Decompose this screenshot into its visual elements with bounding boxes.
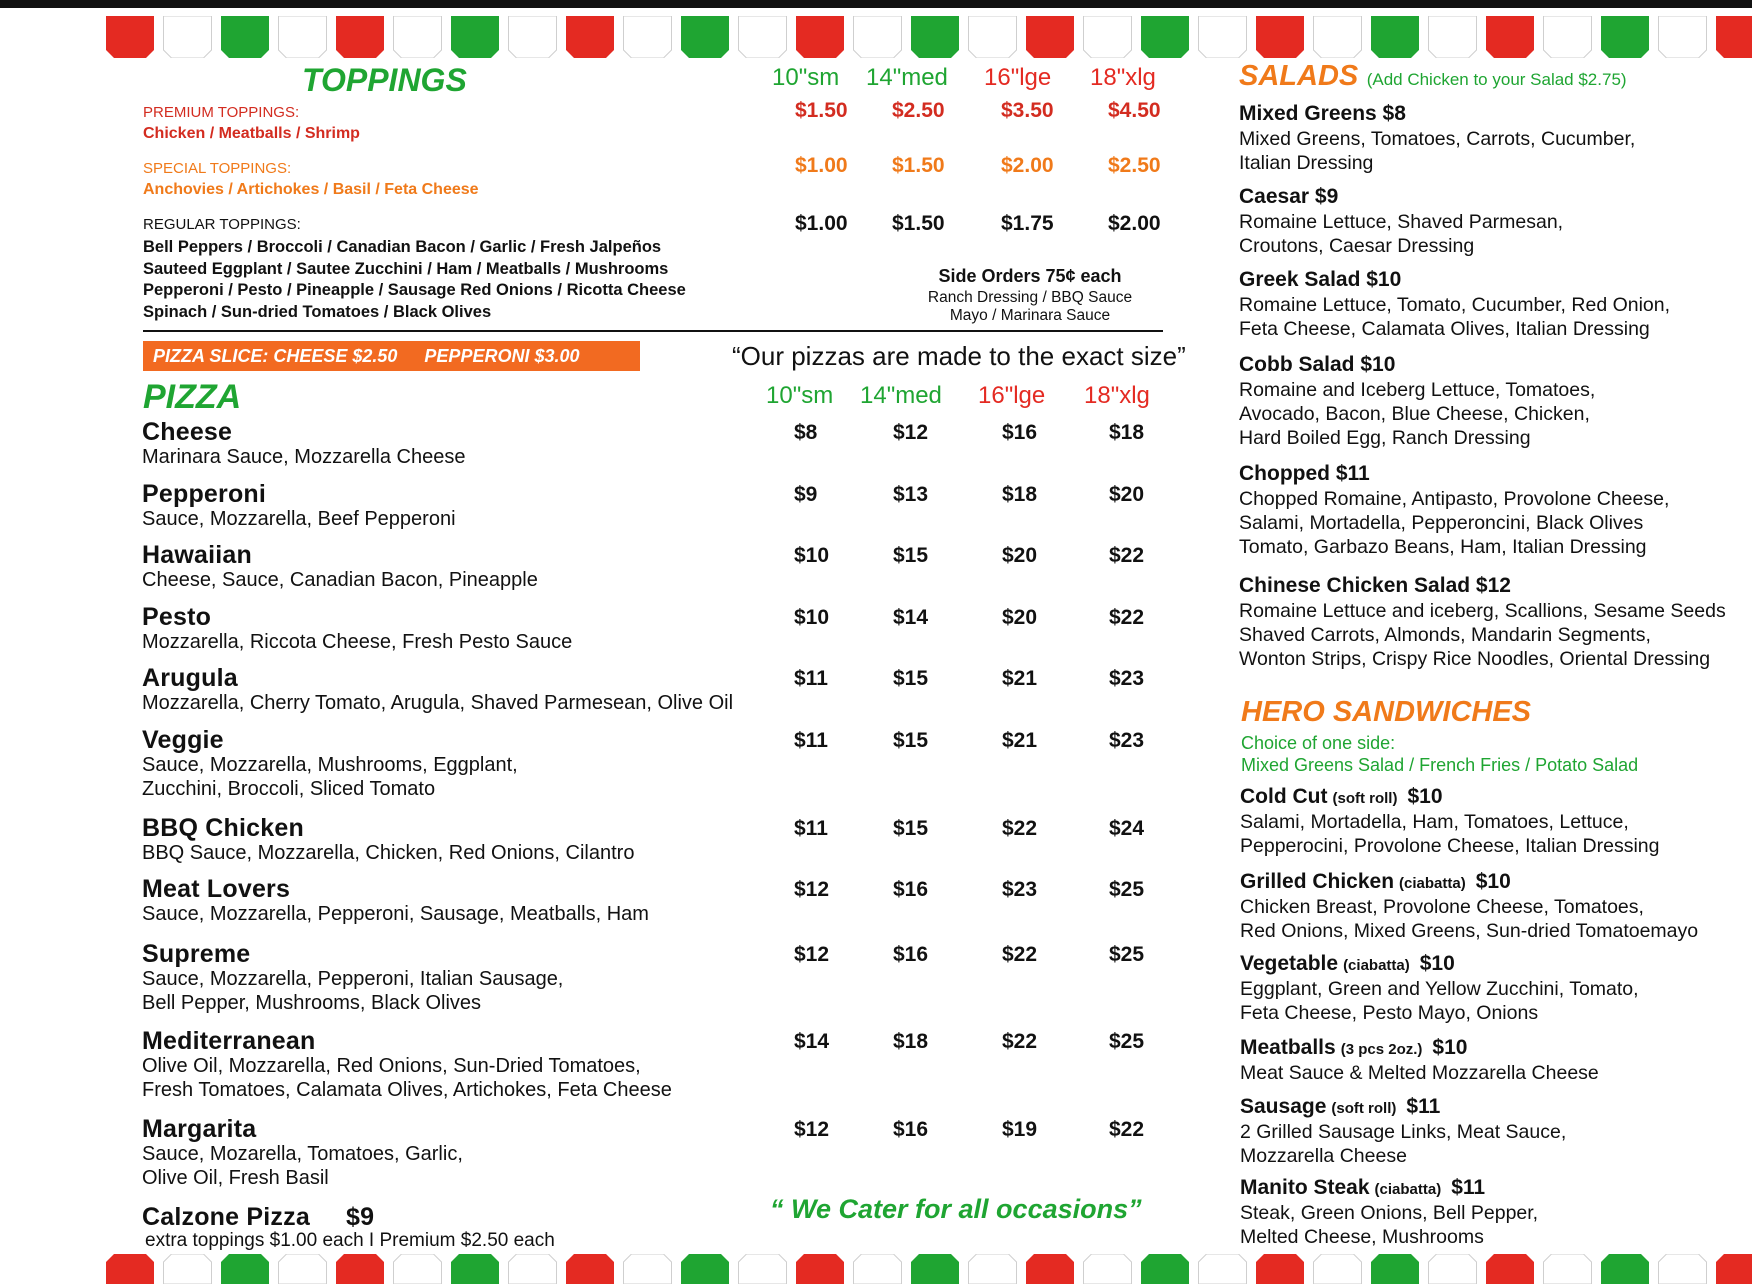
salads-subtitle: (Add Chicken to your Salad $2.75) (1366, 70, 1627, 89)
sandwich-price: $10 (1432, 1036, 1468, 1059)
toppings-title: TOPPINGS (302, 62, 467, 98)
sandwich-description: Eggplant, Green and Yellow Zucchini, Tomato, (1240, 978, 1639, 1000)
hero-title: HERO SANDWICHES (1241, 696, 1532, 728)
special-toppings-label: SPECIAL TOPPINGS: (143, 160, 292, 177)
special-toppings-items: Anchovies / Artichokes / Basil / Feta Cheese (143, 181, 479, 198)
price-cell: $1.75 (1001, 212, 1054, 235)
pizza-price: $18 (893, 1030, 929, 1053)
flag-shape (1026, 16, 1074, 58)
pizza-price: $22 (1002, 943, 1038, 966)
flag-shape (1084, 16, 1132, 58)
salad-name: Cobb Salad $10 (1239, 353, 1396, 376)
pizza-price: $12 (794, 878, 830, 901)
pizza-name: Pepperoni (142, 480, 267, 508)
sandwich-title (1240, 1036, 1467, 1060)
salad-description: Wonton Strips, Crispy Rice Noodles, Oriental Dressing (1239, 648, 1711, 670)
pizza-price: $22 (1109, 606, 1145, 629)
flag-shape (566, 1254, 614, 1284)
regular-toppings-line: Bell Peppers / Broccoli / Canadian Bacon / Garlic / Fresh Jalpeños (143, 238, 662, 256)
flag-shape (854, 16, 902, 58)
flag-shape (969, 16, 1017, 58)
regular-toppings-items (143, 237, 686, 323)
pizza-price: $16 (1002, 421, 1038, 444)
sandwich-description: Salami, Mortadella, Ham, Tomatoes, Lettuce, (1240, 811, 1629, 833)
sandwich-name: Cold Cut (1240, 785, 1328, 808)
flag-shape (1601, 16, 1649, 58)
pizza-description: Fresh Tomatoes, Calamata Olives, Artichokes, Feta Cheese (142, 1079, 672, 1101)
flag-shape (624, 16, 672, 58)
exact-size-tagline: “Our pizzas are made to the exact size” (732, 341, 1186, 371)
flag-shape (1601, 1254, 1649, 1284)
salad-name: Mixed Greens $8 (1239, 102, 1406, 125)
flag-border-bottom-shapes (106, 1254, 1752, 1284)
flag-shape (394, 16, 442, 58)
pizza-description: Sauce, Mozzarella, Pepperoni, Italian Sausage, (142, 968, 564, 990)
pizza-price: $20 (1002, 544, 1038, 567)
flag-shape (681, 1254, 729, 1284)
flag-shape (279, 16, 327, 58)
sandwich-description: 2 Grilled Sausage Links, Meat Sauce, (1240, 1121, 1567, 1143)
flag-shape (1199, 16, 1247, 58)
size-lge: 16"lge (978, 382, 1046, 409)
sandwich-bread: (ciabatta) (1374, 1181, 1442, 1198)
flag-shape (1084, 1254, 1132, 1284)
calzone-name: Calzone Pizza (142, 1203, 310, 1231)
hero-choice: Choice of one side: (1241, 733, 1396, 753)
pizza-description: Mozzarella, Riccota Cheese, Fresh Pesto Sauce (142, 631, 573, 653)
pizza-description: BBQ Sauce, Mozzarella, Chicken, Red Onions, Cilantro (142, 842, 635, 864)
premium-toppings-items: Chicken / Meatballs / Shrimp (143, 125, 360, 142)
flag-shape (681, 16, 729, 58)
pizza-description: Sauce, Mozarella, Tomatoes, Garlic, (142, 1143, 463, 1165)
size-xlg: 18"xlg (1084, 382, 1150, 409)
sandwich-name: Sausage (1240, 1095, 1327, 1118)
flag-shape (1141, 16, 1189, 58)
flag-shape (509, 16, 557, 58)
flag-shape (969, 1254, 1017, 1284)
pizza-price: $18 (1002, 483, 1038, 506)
flag-shape (1141, 1254, 1189, 1284)
sandwich-bread: (ciabatta) (1399, 875, 1466, 892)
pizza-description: Mozzarella, Cherry Tomato, Arugula, Shaved Parmesean, Olive Oil (142, 692, 734, 714)
sandwich-price: $10 (1475, 870, 1511, 893)
flag-shape (911, 1254, 959, 1284)
pizza-price: $23 (1002, 878, 1038, 901)
salad-description: Chopped Romaine, Antipasto, Provolone Cheese, (1239, 488, 1670, 510)
flag-border-top (106, 16, 1752, 58)
salad-description: Mixed Greens, Tomatoes, Carrots, Cucumber, (1239, 128, 1636, 150)
salad-description: Romaine and Iceberg Lettuce, Tomatoes, (1239, 379, 1596, 401)
price-cell: $1.50 (795, 99, 848, 122)
flag-shape (106, 1254, 154, 1284)
flag-shape (1371, 1254, 1419, 1284)
flag-shape (1544, 1254, 1592, 1284)
sandwich-price: $10 (1419, 952, 1455, 975)
regular-toppings-line: Pepperoni / Pesto / Pineapple / Sausage Red Onions / Ricotta Cheese (143, 281, 686, 299)
sandwich-title (1240, 870, 1511, 894)
flag-shape (1544, 16, 1592, 58)
sandwich-name: Meatballs (1240, 1036, 1336, 1059)
salad-name: Greek Salad $10 (1239, 268, 1402, 291)
flag-shape (1256, 16, 1304, 58)
pizza-price: $15 (893, 729, 929, 752)
flag-shape (1429, 1254, 1477, 1284)
flag-shape (796, 16, 844, 58)
sandwich-name: Manito Steak (1240, 1176, 1370, 1199)
salad-description: Shaved Carrots, Almonds, Mandarin Segments, (1239, 624, 1651, 646)
pizza-price: $15 (893, 817, 929, 840)
salad-name: Chopped $11 (1239, 462, 1370, 485)
pizza-price: $15 (893, 667, 929, 690)
flag-shape (1314, 16, 1362, 58)
sandwich-title (1240, 1176, 1485, 1200)
sandwich-description: Meat Sauce & Melted Mozzarella Cheese (1240, 1062, 1599, 1084)
flag-shape (336, 16, 384, 58)
flag-shape (1314, 1254, 1362, 1284)
top-edge (0, 0, 1752, 8)
pizza-price: $13 (893, 483, 929, 506)
price-cell: $2.50 (1108, 154, 1161, 177)
flag-shape (279, 1254, 327, 1284)
pizza-name: Meat Lovers (142, 875, 291, 903)
pizza-price: $20 (1002, 606, 1038, 629)
salad-description: Romaine Lettuce, Shaved Parmesan, (1239, 211, 1564, 233)
pizza-slice-banner (143, 341, 640, 371)
price-cell: $2.00 (1001, 154, 1054, 177)
pizza-slice-cheese: PIZZA SLICE: CHEESE $2.50 (153, 346, 398, 366)
flag-shape (451, 16, 499, 58)
pizza-price: $23 (1109, 667, 1145, 690)
flag-shape (739, 16, 787, 58)
salad-description: Tomato, Garbazo Beans, Ham, Italian Dressing (1239, 536, 1647, 558)
pizza-description: Sauce, Mozzarella, Pepperoni, Sausage, Meatballs, Ham (142, 903, 649, 925)
regular-toppings-line: Spinach / Sun-dried Tomatoes / Black Olives (143, 302, 492, 321)
cater-tagline: “ We Cater for all occasions” (770, 1194, 1142, 1224)
flag-shape (1256, 1254, 1304, 1284)
flag-shape (451, 1254, 499, 1284)
sandwich-description: Mozzarella Cheese (1240, 1145, 1407, 1167)
pizza-name: Margarita (142, 1115, 257, 1143)
flag-shape (394, 1254, 442, 1284)
price-cell: $1.00 (795, 212, 848, 235)
flag-shape (221, 16, 269, 58)
pizza-price: $21 (1002, 667, 1038, 690)
pizza-price: $25 (1109, 878, 1145, 901)
sandwich-name: Vegetable (1240, 952, 1339, 975)
salad-description: Croutons, Caesar Dressing (1239, 235, 1475, 257)
flag-shape (1659, 1254, 1707, 1284)
sandwich-bread: (3 pcs 2oz.) (1340, 1041, 1423, 1058)
flag-shape (1659, 16, 1707, 58)
pizza-price: $22 (1002, 817, 1038, 840)
flag-shape (1026, 1254, 1074, 1284)
salad-description: Italian Dressing (1239, 152, 1374, 174)
pizza-price: $12 (794, 1118, 830, 1141)
salad-description: Hard Boiled Egg, Ranch Dressing (1239, 427, 1531, 449)
salad-name: Chinese Chicken Salad $12 (1239, 574, 1511, 597)
pizza-price: $22 (1109, 544, 1145, 567)
pizza-price: $14 (893, 606, 929, 629)
size-sm: 10"sm (766, 382, 834, 409)
sandwich-description: Chicken Breast, Provolone Cheese, Tomatoes, (1240, 896, 1644, 918)
flag-border-bottom (106, 1254, 1752, 1284)
flag-shape (1199, 1254, 1247, 1284)
pizza-price: $19 (1002, 1118, 1038, 1141)
flag-shape (1716, 1254, 1752, 1284)
pizza-price: $11 (794, 817, 828, 840)
pizza-name: Veggie (142, 726, 224, 754)
pizza-description: Olive Oil, Mozzarella, Red Onions, Sun-Dried Tomatoes, (142, 1055, 641, 1077)
flag-shape (739, 1254, 787, 1284)
pizza-price: $15 (893, 544, 929, 567)
sandwich-name: Grilled Chicken (1240, 870, 1395, 893)
size-med: 14"med (860, 382, 942, 409)
flag-shape (509, 1254, 557, 1284)
flag-border-top-shapes (106, 16, 1752, 58)
pizza-price: $22 (1109, 1118, 1145, 1141)
pizza-description: Marinara Sauce, Mozzarella Cheese (142, 446, 466, 468)
sandwich-title (1240, 785, 1443, 809)
flag-shape (911, 16, 959, 58)
flag-shape (106, 16, 154, 58)
calzone-note: extra toppings $1.00 each I Premium $2.50 each (145, 1230, 555, 1251)
sandwich-description: Steak, Green Onions, Bell Pepper, (1240, 1202, 1539, 1224)
flag-shape (796, 1254, 844, 1284)
flag-shape (1371, 16, 1419, 58)
pizza-price: $24 (1109, 817, 1145, 840)
pizza-name: Pesto (142, 603, 212, 631)
pizza-name: Supreme (142, 940, 251, 968)
pizza-description: Zucchini, Broccoli, Sliced Tomato (142, 778, 436, 800)
regular-toppings-line: Sauteed Eggplant / Sautee Zucchini / Ham / Meatballs / Mushrooms (143, 259, 669, 278)
calzone-price: $9 (346, 1203, 375, 1231)
price-cell: $2.50 (892, 99, 945, 122)
salads-header (1239, 60, 1627, 93)
side-orders-line: Mayo / Marinara Sauce (949, 307, 1111, 324)
pizza-name: Mediterranean (142, 1027, 316, 1055)
sandwich-title (1240, 952, 1455, 976)
salads-title: SALADS (1239, 60, 1359, 92)
premium-toppings-label: PREMIUM TOPPINGS: (143, 104, 300, 121)
price-cell: $3.50 (1001, 99, 1054, 122)
flag-shape (854, 1254, 902, 1284)
sandwich-title (1240, 1095, 1440, 1119)
flag-shape (1486, 1254, 1534, 1284)
pizza-price: $16 (893, 878, 929, 901)
pizza-name: Arugula (142, 664, 238, 692)
pizza-description: Bell Pepper, Mushrooms, Black Olives (142, 992, 482, 1014)
pizza-price: $11 (794, 729, 828, 752)
sandwich-bread: (soft roll) (1332, 790, 1398, 807)
pizza-description: Olive Oil, Fresh Basil (142, 1167, 329, 1189)
salad-description: Avocado, Bacon, Blue Cheese, Chicken, (1239, 403, 1590, 425)
pizza-price: $12 (893, 421, 929, 444)
size-med: 14"med (866, 64, 948, 91)
sandwich-description: Pepperocini, Provolone Cheese, Italian Dressing (1240, 835, 1660, 857)
side-orders-line: Ranch Dressing / BBQ Sauce (927, 289, 1133, 306)
sandwich-description: Melted Cheese, Mushrooms (1240, 1226, 1484, 1248)
flag-shape (566, 16, 614, 58)
flag-shape (1486, 16, 1534, 58)
sandwich-bread: (soft roll) (1331, 1100, 1397, 1117)
sandwich-description: Red Onions, Mixed Greens, Sun-dried Tomatoemayo (1240, 920, 1699, 942)
pizza-name: Hawaiian (142, 541, 252, 569)
pizza-price: $11 (794, 667, 828, 690)
size-lge: 16"lge (984, 64, 1052, 91)
side-orders-title: Side Orders 75¢ each (938, 266, 1122, 286)
pizza-price: $10 (794, 606, 830, 629)
pizza-price: $23 (1109, 729, 1145, 752)
salad-name: Caesar $9 (1239, 185, 1339, 208)
flag-shape (1429, 16, 1477, 58)
salad-description: Salami, Mortadella, Pepperoncini, Black Olives (1239, 512, 1644, 534)
hero-sides: Mixed Greens Salad / French Fries / Potato Salad (1241, 755, 1639, 775)
pizza-price: $20 (1109, 483, 1145, 506)
pizza-price: $25 (1109, 943, 1145, 966)
pizza-price: $14 (794, 1030, 830, 1053)
pizza-price: $22 (1002, 1030, 1038, 1053)
pizza-description: Sauce, Mozzarella, Beef Pepperoni (142, 508, 456, 530)
pizza-price: $21 (1002, 729, 1038, 752)
salad-description: Romaine Lettuce, Tomato, Cucumber, Red Onion, (1239, 294, 1671, 316)
pizza-price: $25 (1109, 1030, 1145, 1053)
flag-shape (1716, 16, 1752, 58)
sandwich-description: Feta Cheese, Pesto Mayo, Onions (1240, 1002, 1539, 1024)
side-orders (900, 266, 1160, 325)
sandwich-price: $11 (1406, 1095, 1441, 1118)
flag-shape (624, 1254, 672, 1284)
size-xlg: 18"xlg (1090, 64, 1156, 91)
flag-shape (336, 1254, 384, 1284)
pizza-price: $10 (794, 544, 830, 567)
pizza-price: $16 (893, 943, 929, 966)
pizza-price: $16 (893, 1118, 929, 1141)
size-sm: 10"sm (772, 64, 840, 91)
pizza-description: Sauce, Mozzarella, Mushrooms, Eggplant, (142, 754, 518, 776)
pizza-price: $18 (1109, 421, 1145, 444)
salad-description: Romaine Lettuce and iceberg, Scallions, Sesame Seeds (1239, 600, 1726, 622)
flag-shape (221, 1254, 269, 1284)
sandwich-price: $10 (1407, 785, 1443, 808)
price-cell: $4.50 (1108, 99, 1161, 122)
price-cell: $1.00 (795, 154, 848, 177)
sandwich-bread: (ciabatta) (1343, 957, 1410, 974)
pizza-price: $12 (794, 943, 830, 966)
flag-shape (164, 1254, 212, 1284)
pizza-name: BBQ Chicken (142, 814, 304, 842)
sandwich-price: $11 (1451, 1176, 1486, 1199)
pizza-title: PIZZA (143, 378, 242, 416)
regular-toppings-label: REGULAR TOPPINGS: (143, 216, 301, 233)
pizza-description: Cheese, Sauce, Canadian Bacon, Pineapple (142, 569, 538, 591)
section-divider (143, 330, 1163, 332)
flag-shape (164, 16, 212, 58)
price-cell: $1.50 (892, 154, 945, 177)
salad-description: Feta Cheese, Calamata Olives, Italian Dressing (1239, 318, 1650, 340)
price-cell: $2.00 (1108, 212, 1161, 235)
price-cell: $1.50 (892, 212, 945, 235)
pizza-slice-pepperoni: PEPPERONI $3.00 (424, 346, 580, 366)
pizza-price: $9 (794, 483, 818, 506)
pizza-name: Cheese (142, 418, 233, 446)
pizza-price: $8 (794, 421, 818, 444)
